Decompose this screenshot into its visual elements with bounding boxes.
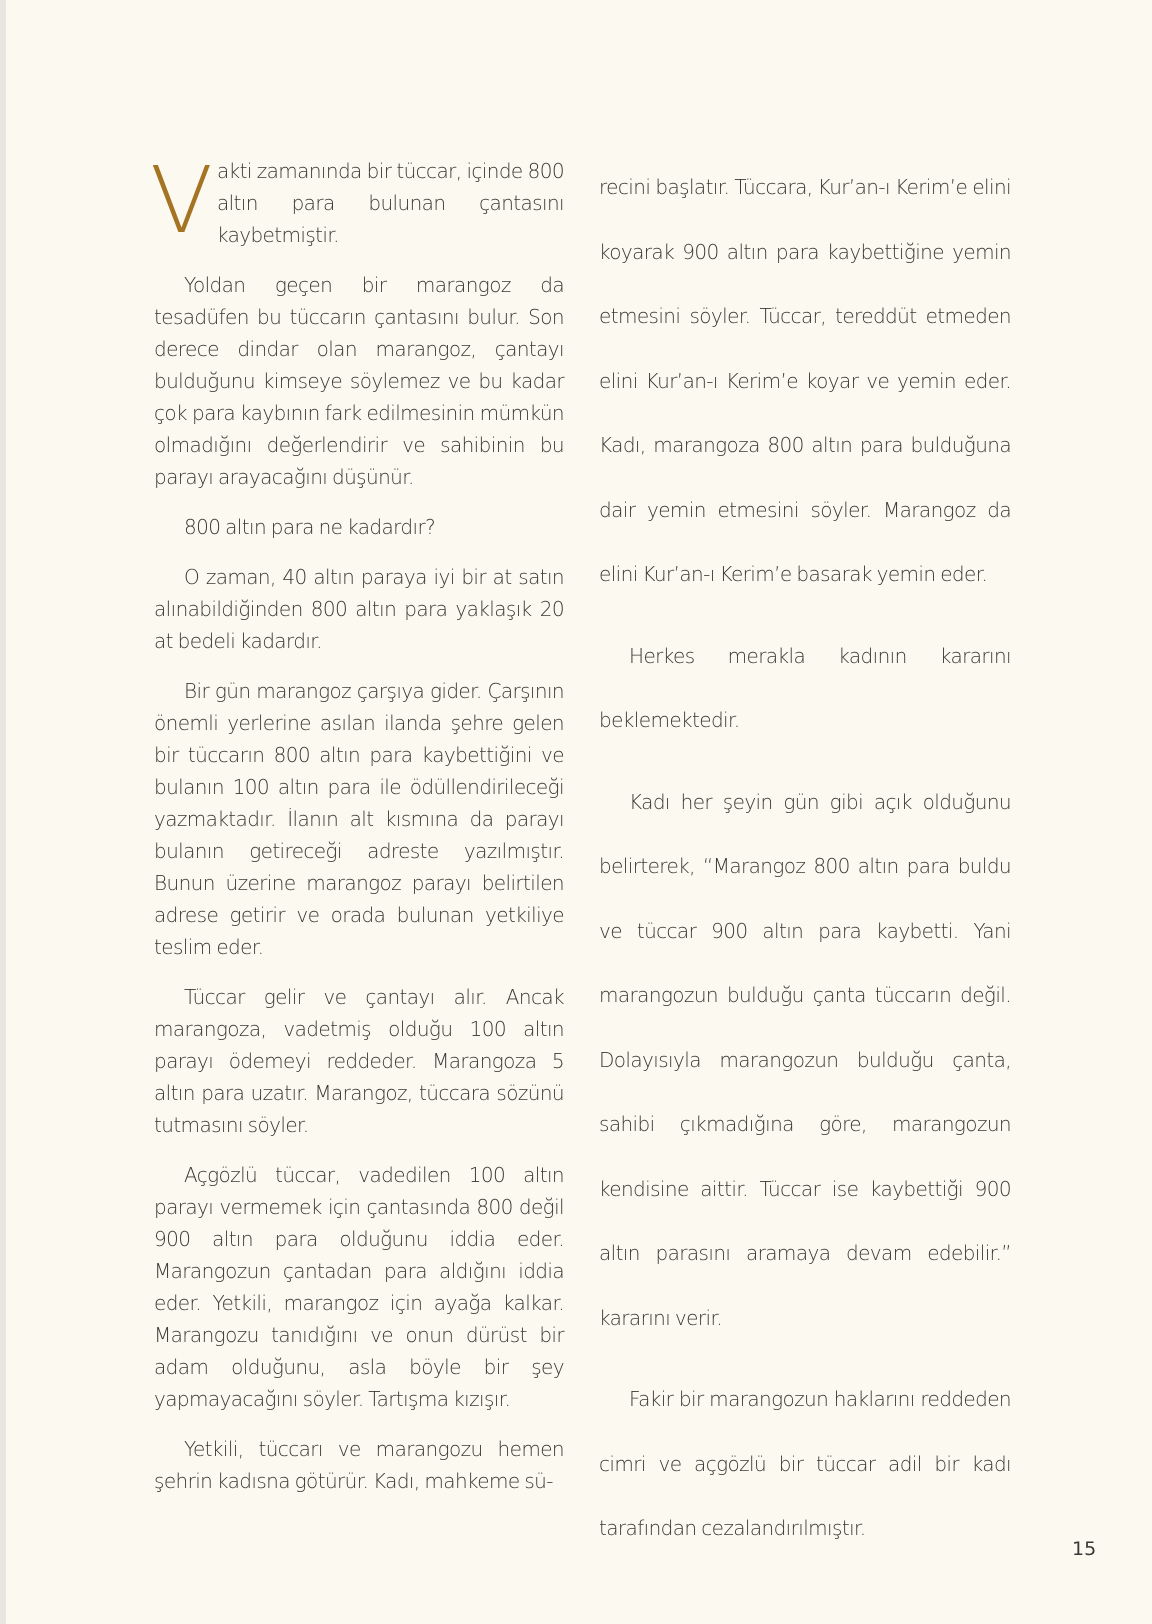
paragraph: Kadı her şeyin gün gibi açık olduğunu belirterek, “Marangoz 800 altın para buldu ve tüccar 900 altın para kaybetti. Yani marangozun bulduğu çanta tüccarın değil. Dolayısıyla marangozun bulduğu çanta, sahibi çıkmadığına göre, marangozun kendisine aittir. Tüccar ise kaybettiği 900 altın parasını aramaya devam edebilir.” kararını verir. xyxy=(599,789,1011,1330)
opening-text: akti zamanında bir tüccar, içinde 800 altın para bulunan çantasını kaybetmiştir. xyxy=(216,159,564,247)
paragraph: Herkes merakla kadının kararını beklemektedir. xyxy=(599,643,1011,732)
paragraph: Açgözlü tüccar, vadedilen 100 altın parayı vermemek için çantasında 800 değil 900 altın para olduğunu iddia eder. Marangozun çantadan para aldığını iddia eder. Yetkili, marangoz için ayağa kalkar. Marangozu tanıdığını ve onun dürüst bir adam olduğunu, asla böyle bir şey yapmayacağını söyler. Tartışma kızışır. xyxy=(154,1163,564,1411)
book-page xyxy=(6,0,1152,1624)
paragraph: Yoldan geçen bir marangoz da tesadüfen bu tüccarın çantasını bulur. Son derece dindar olan marangoz, çantayı bulduğunu kimseye söylemez ve bu kadar çok para kaybının fark edilmesinin mümkün olmadığını değerlendirir ve sahibinin bu parayı arayacağını düşünür. xyxy=(154,273,564,489)
paragraph: Bir gün marangoz çarşıya gider. Çarşının önemli yerlerine asılan ilanda şehre gelen bir tüccarın 800 altın para kaybettiğini ve bulanın 100 altın para ile ödüllendirileceği yazmaktadır. İlanın alt kısmına da parayı bulanın getireceği adreste yazılmıştır. Bunun üzerine marangoz parayı belirtilen adrese getirir ve orada bulunan yetkiliye teslim eder. xyxy=(154,679,564,959)
paragraph: Tüccar gelir ve çantayı alır. Ancak marangoza, vadetmiş olduğu 100 altın parayı ödemeyi reddeder. Marangoza 5 altın para uzatır. Marangoz, tüccara sözünü tutmasını söyler. xyxy=(154,985,564,1137)
paragraph: 800 altın para ne kadardır? xyxy=(184,515,436,539)
left-text-column xyxy=(150,147,564,1515)
paragraph: O zaman, 40 altın paraya iyi bir at satın alınabildiğinden 800 altın para yaklaşık 20 at bedeli kadardır. xyxy=(154,565,564,653)
right-text-column xyxy=(599,155,1011,1578)
drop-cap: V xyxy=(150,147,213,254)
paragraph: Yetkili, tüccarı ve marangozu hemen şehrin kadısna götürür. Kadı, mahkeme sü- xyxy=(154,1437,564,1493)
paragraph: Fakir bir marangozun haklarını reddeden cimri ve açgözlü bir tüccar adil bir kadı tarafından cezalandırılmıştır. xyxy=(599,1387,1011,1540)
opening-paragraph xyxy=(150,147,564,254)
paragraph-continued: recini başlatır. Tüccara, Kur’an-ı Kerim’e elini koyarak 900 altın para kaybettiğine yemin etmesini söyler. Tüccar, tereddüt etmeden elini Kur’an-ı Kerim’e koyar ve yemin eder. Kadı, marangoza 800 altın para bulduğuna dair yemin etmesini söyler. Marangoz da elini Kur’an-ı Kerim’e basarak yemin eder. xyxy=(599,175,1011,586)
page-number: 15 xyxy=(1072,1538,1097,1560)
